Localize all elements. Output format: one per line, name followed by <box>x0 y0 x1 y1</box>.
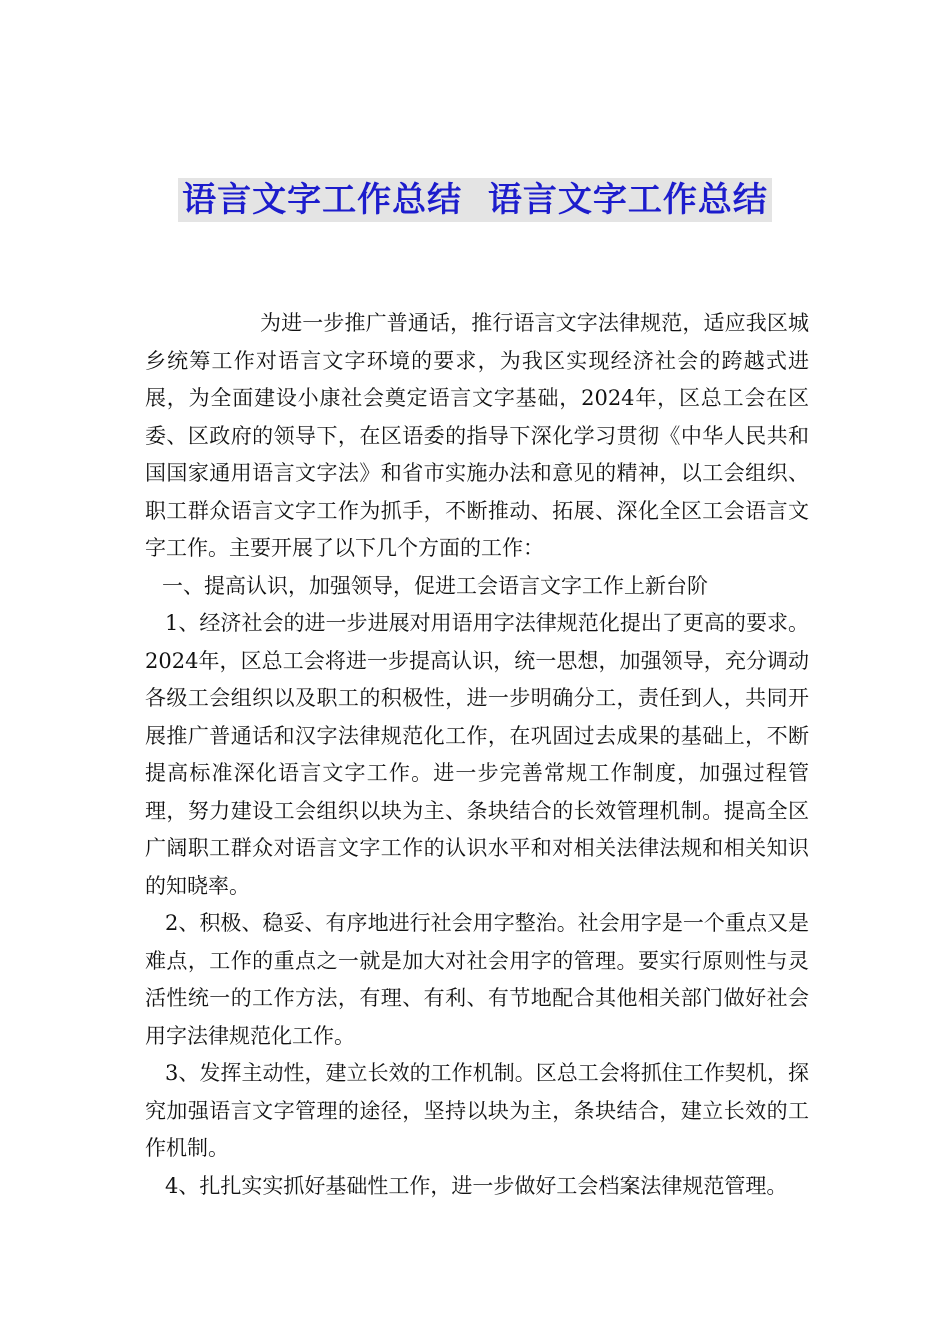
paragraph-item-1: 1、经济社会的进一步进展对用语用字法律规范化提出了更高的要求。2024年，区总工会将进一步提高认识，统一思想，加强领导，充分调动各级工会组织以及职工的积极性，进一步明确分工，责任到人，共同开展推广普通话和汉字法律规范化工作，在巩固过去成果的基础上，不断提高标准深化语言文字工作。进一步完善常规工作制度，加强过程管理，努力建设工会组织以块为主、条块结合的长效管理机制。提高全区广阔职工群众对语言文字工作的认识水平和对相关法律法规和相关知识的知晓率。 <box>145 611 809 898</box>
title-container <box>0 178 950 222</box>
paragraph-intro: 为进一步推广普通话，推行语言文字法律规范，适应我区城乡统筹工作对语言文字环境的要求，为我区实现经济社会的跨越式进展，为全面建设小康社会奠定语言文字基础，2024年，区总工会在区委、区政府的领导下，在区语委的指导下深化学习贯彻《中华人民共和国国家通用语言文字法》和省市实施办法和意见的精神，以工会组织、职工群众语言文字工作为抓手，不断推动、拓展、深化全区工会语言文字工作。主要开展了以下几个方面的工作： <box>145 311 809 560</box>
paragraph-item-2: 2、积极、稳妥、有序地进行社会用字整治。社会用字是一个重点又是难点，工作的重点之一就是加大对社会用字的管理。要实行原则性与灵活性统一的工作方法，有理、有利、有节地配合其他相关部门做好社会用字法律规范化工作。 <box>145 911 809 1048</box>
section-heading-1: 一、提高认识，加强领导，促进工会语言文字工作上新台阶 <box>162 573 708 598</box>
document-body <box>145 305 809 1205</box>
paragraph-item-4: 4、扎扎实实抓好基础性工作，进一步做好工会档案法律规范管理。 <box>165 1173 788 1198</box>
document-title: 语言文字工作总结 语言文字工作总结 <box>178 178 772 222</box>
paragraph-item-3: 3、发挥主动性，建立长效的工作机制。区总工会将抓住工作契机，探究加强语言文字管理的途径，坚持以块为主，条块结合，建立长效的工作机制。 <box>145 1061 809 1160</box>
